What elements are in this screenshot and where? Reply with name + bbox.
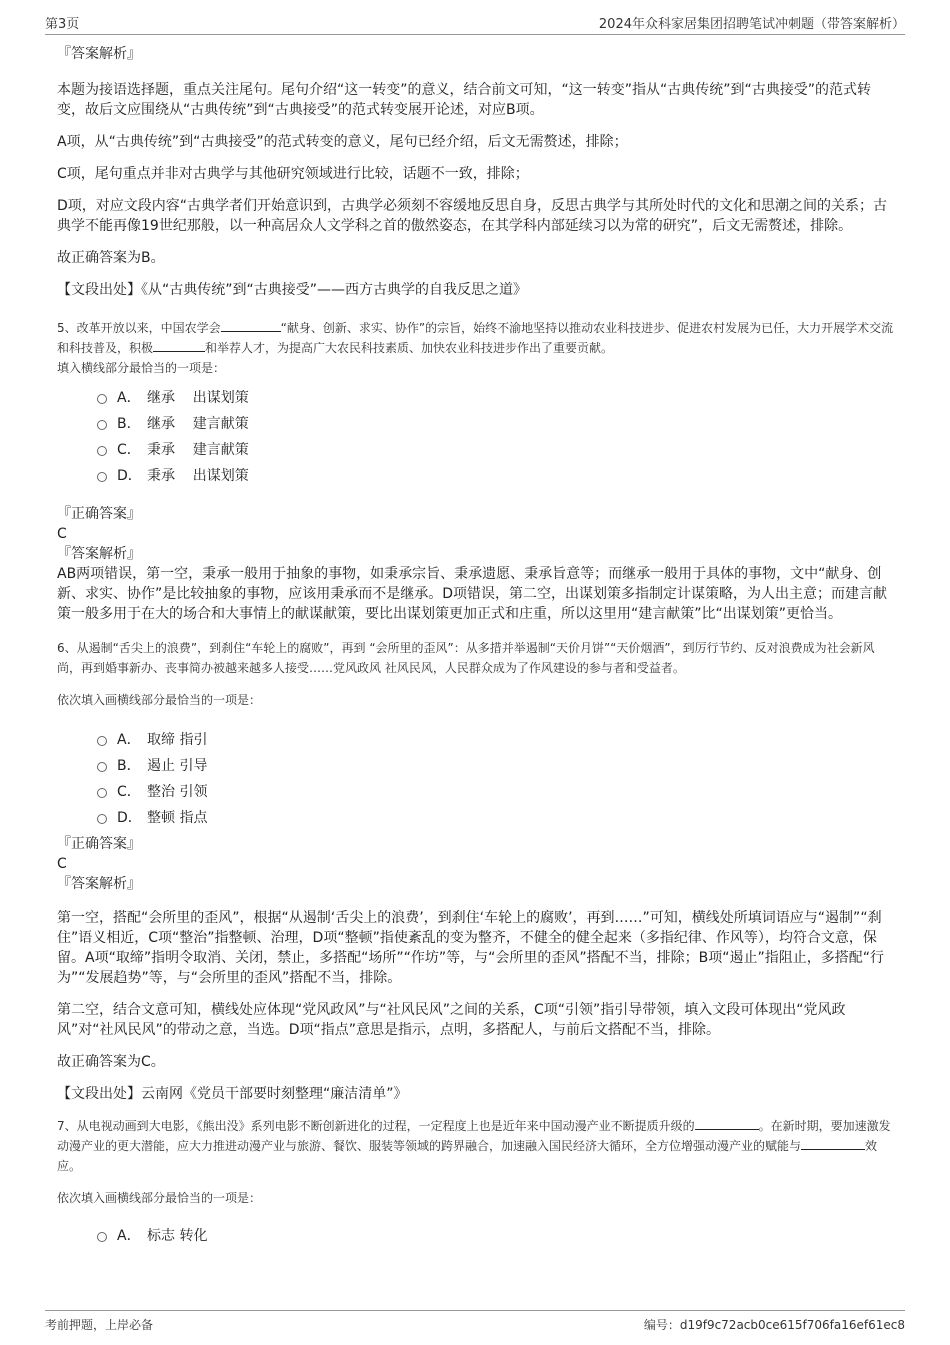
page-header (45, 10, 905, 35)
radio-icon[interactable] (97, 420, 107, 430)
blank (153, 339, 205, 352)
q4-analysis-para: D项，对应文段内容“古典学者们开始意识到，古典学必须刻不容缓地反思自身，反思古典学与其所处时代的文化和思潮之间的关系；古典学不能再像19世纪那般，以一种高居众人文学科之首的傲然姿态，在其学科内部延续习以为常的研究”，后文无需赘述，排除。 (57, 198, 888, 234)
q6-correct-label: 『正确答案』 (57, 836, 141, 852)
blank (801, 1137, 865, 1150)
source-text: 《从“古典传统”到“古典接受”——西方古典学的自我反思之道》 (141, 282, 528, 298)
source-label: 【文段出处】 (57, 282, 141, 298)
q4-analysis-label: 『答案解析』 (57, 46, 141, 62)
source-text: 云南网《党员干部要时刻整理“廉洁清单”》 (141, 1086, 408, 1102)
radio-icon[interactable] (97, 446, 107, 456)
option-b[interactable]: B． 继承 建言献策 (57, 410, 897, 436)
q6-correct-answer: C (57, 856, 67, 872)
content (57, 44, 897, 1248)
option-a[interactable]: A． 标志 转化 (57, 1222, 897, 1248)
option-d[interactable]: D． 秉承 出谋划策 (57, 462, 897, 488)
source-label: 【文段出处】 (57, 1086, 141, 1102)
document-title: 2024年众科家居集团招聘笔试冲刺题（带答案解析） (598, 17, 905, 32)
radio-icon[interactable] (97, 814, 107, 824)
q5-correct-answer: C (57, 526, 67, 542)
page-number: 第3页 (45, 17, 80, 32)
question-7-options (57, 1222, 897, 1248)
question-5-options (57, 384, 897, 488)
question-6-stem: 6、从遏制“舌尖上的浪费”，到刹住“车轮上的腐败”，再到 “会所里的歪风”：从多措并举遏制“天价月饼”“天价烟酒”，到厉行节约、反对浪费成为社会新风尚，再到婚事新办、丧事简办被越来越多人接受……党风政风 社风民风，人民群众成为了作风建设的参与者和受益者。 (57, 641, 875, 675)
q6-source (57, 1084, 897, 1104)
q4-analysis-para: 本题为接语选择题，重点关注尾句。尾句介绍“这一转变”的意义，结合前文可知，“这一转变”指从“古典传统”到“古典接受”的范式转变，故后文应围绕从“古典传统”到“古典接受”的范式转变展开论述，对应B项。 (57, 82, 872, 118)
radio-icon[interactable] (97, 394, 107, 404)
question-6-prompt: 依次填入画横线部分最恰当的一项是： (57, 693, 262, 707)
q6-analysis-para: 第二空，结合文意可知，横线处应体现“党风政风”与“社风民风”之间的关系，C项“引领”指引导带领，填入文段可体现出“党风政风”对“社风民风”的带动之意，当选。D项“指点”意思是指示，点明，多搭配人，与前后文搭配不当，排除。 (57, 1002, 846, 1038)
footer-slogan: 考前押题，上岸必备 (45, 1318, 154, 1332)
q5-analysis-label: 『答案解析』 (57, 546, 141, 562)
q6-conclusion: 故正确答案为C。 (57, 1054, 165, 1070)
blank (221, 319, 281, 332)
option-a[interactable]: A． 继承 出谋划策 (57, 384, 897, 410)
page-footer (45, 1310, 905, 1333)
q5-correct-label: 『正确答案』 (57, 506, 141, 522)
q4-analysis-para: C项，尾句重点并非对古典学与其他研究领域进行比较，话题不一致，排除； (57, 166, 529, 182)
q4-analysis-para: A项，从“古典传统”到“古典接受”的范式转变的意义，尾句已经介绍，后文无需赘述，排除； (57, 134, 628, 150)
question-5-stem: 5、改革开放以来，中国农学会 “献身、创新、求实、协作”的宗旨，始终不渝地坚持以推动农业科技进步、促进农村发展为已任，大力开展学术交流和科技普及，积极 和举荐人才，为提高广大农民科技素质、加快农业科技进步作出了重要贡献。 (57, 321, 894, 355)
radio-icon[interactable] (97, 736, 107, 746)
blank (695, 1117, 759, 1130)
radio-icon[interactable] (97, 472, 107, 482)
question-7-prompt: 依次填入画横线部分最恰当的一项是： (57, 1191, 262, 1205)
q4-conclusion: 故正确答案为B。 (57, 250, 165, 266)
option-d[interactable]: D． 整顿 指点 (57, 804, 897, 830)
option-c[interactable]: C． 整治 引领 (57, 778, 897, 804)
option-c[interactable]: C． 秉承 建言献策 (57, 436, 897, 462)
option-a[interactable]: A． 取缔 指引 (57, 726, 897, 752)
radio-icon[interactable] (97, 762, 107, 772)
question-6-options (57, 726, 897, 830)
radio-icon[interactable] (97, 1232, 107, 1242)
q6-analysis-label: 『答案解析』 (57, 876, 141, 892)
q6-analysis-para: 第一空，搭配“会所里的歪风”，根据“从遏制‘舌尖上的浪费’，到刹住‘车轮上的腐败’，再到……”可知，横线处所填词语应与“遏制”“刹住”语义相近，C项“整治”指整顿、治理，D项“整顿”指使紊乱的变为整齐，不健全的健全起来（多指纪律、作风等），均符合文意，保留。A项“取缔”指明令取消、关闭，禁止，多搭配“场所”“作坊”等，与“会所里的歪风”搭配不当，排除；B项“遏止”指阻止，多搭配“行为”“发展趋势”等，与“会所里的歪风”搭配不当，排除。 (57, 910, 884, 986)
document-id: 编号：d19f9c72acb0ce615f706fa16ef61ec8 (643, 1318, 905, 1332)
question-7-stem: 7、从电视动画到大电影，《熊出没》系列电影不断创新进化的过程，一定程度上也是近年来中国动漫产业不断提质升级的 。在新时期，要加速激发动漫产业的更大潜能，应大力推进动漫产业与旅游、餐饮、服装等领域的跨界融合，加速融入国民经济大循环，全方位增强动漫产业的赋能与 效应。 (57, 1119, 891, 1173)
question-5-prompt: 填入横线部分最恰当的一项是： (57, 361, 226, 375)
q5-analysis: AB两项错误，第一空，秉承一般用于抽象的事物，如秉承宗旨、秉承遗愿、秉承旨意等；而继承一般用于具体的事物，文中“献身、创新、求实、协作”是比较抽象的事物，应该用秉承而不是继承。D项错误，第二空，出谋划策多指制定计谋策略，为人出主意；而建言献策一般多用于在大的场合和大事情上的献谋献策，要比出谋划策更加正式和庄重，所以这里用“建言献策”比“出谋划策”更恰当。 (57, 566, 888, 622)
q4-source (57, 280, 897, 300)
radio-icon[interactable] (97, 788, 107, 798)
option-b[interactable]: B． 遏止 引导 (57, 752, 897, 778)
